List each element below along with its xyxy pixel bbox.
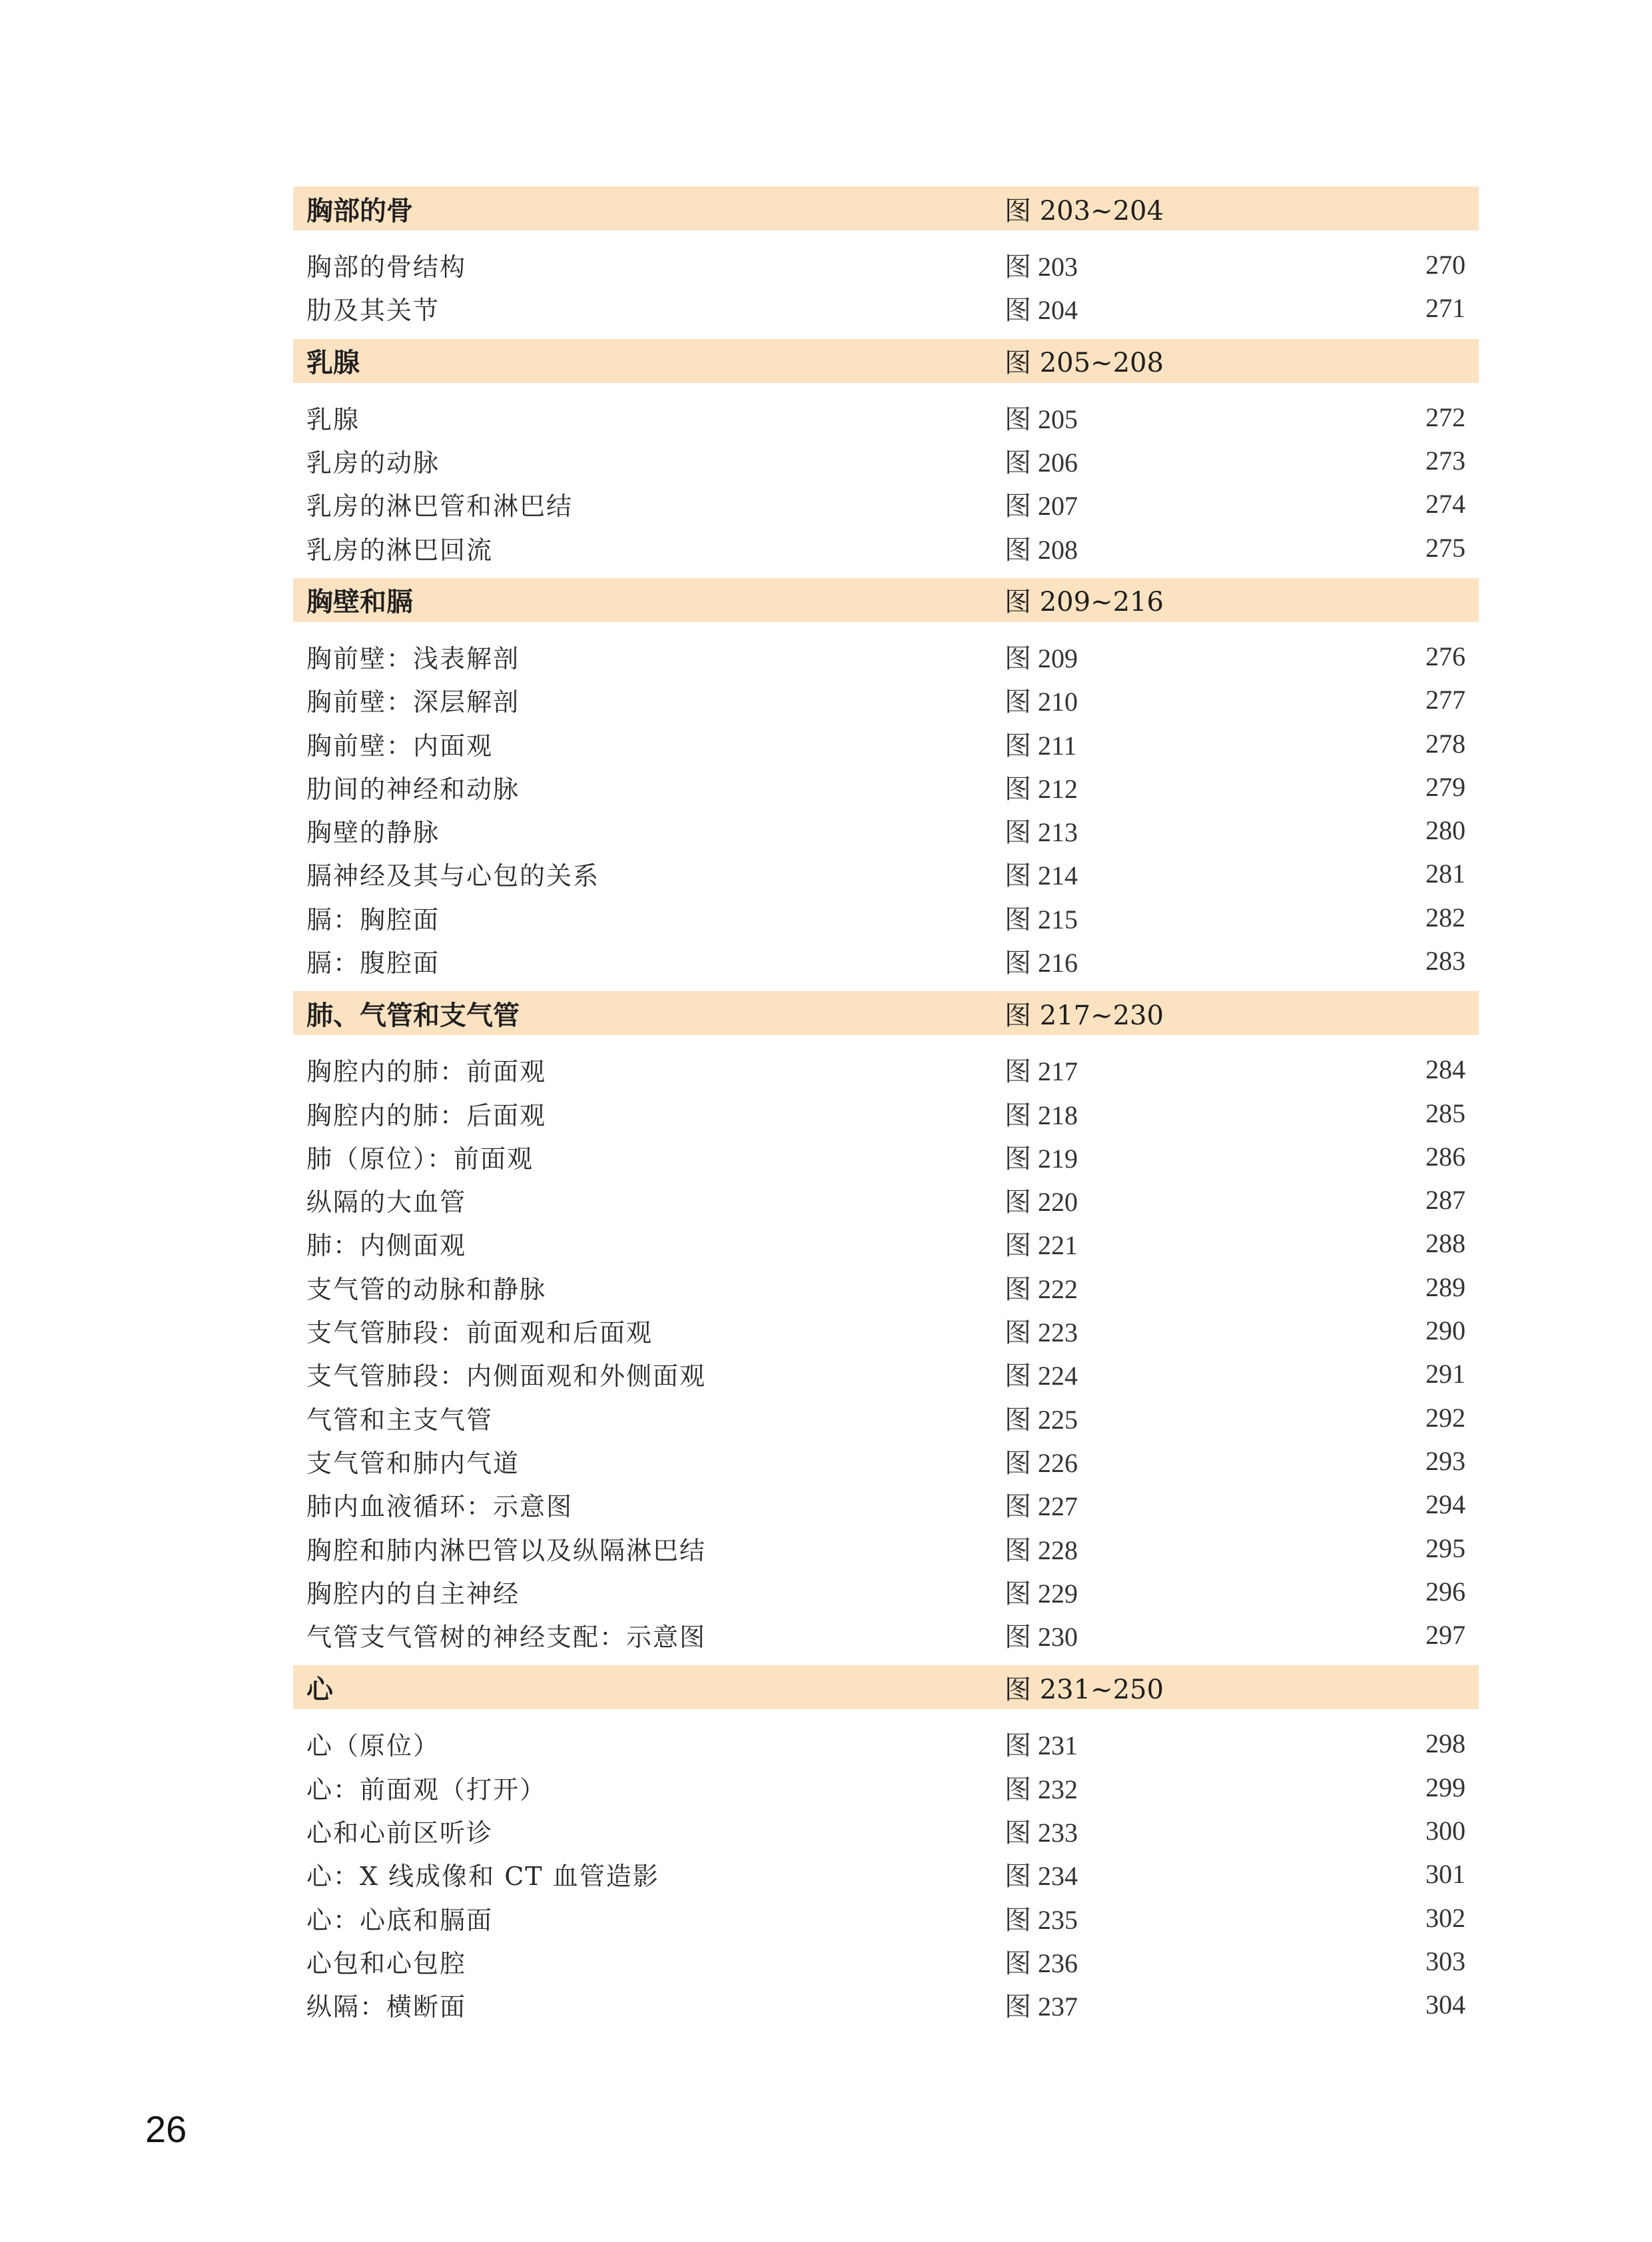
toc-entry[interactable] [293, 439, 1479, 482]
entry-title: 气管支气管树的神经支配：示意图 [306, 1623, 707, 1653]
entry-title: 肋及其关节 [306, 296, 440, 326]
entry-title: 胸腔内的自主神经 [306, 1579, 520, 1609]
entry-figure: 图 206 [1005, 448, 1078, 478]
toc-entry[interactable] [293, 1309, 1479, 1352]
entry-page: 271 [1426, 293, 1465, 324]
entry-list [293, 230, 1479, 339]
entry-title: 胸前壁：内面观 [306, 731, 494, 761]
entry-figure: 图 222 [1005, 1274, 1078, 1304]
entry-title: 胸腔内的肺：前面观 [306, 1057, 547, 1087]
entry-figure: 图 212 [1005, 773, 1078, 804]
entry-figure: 图 228 [1005, 1535, 1078, 1565]
entry-title: 膈神经及其与心包的关系 [306, 861, 600, 891]
entry-title: 肺内血液循环：示意图 [306, 1492, 574, 1522]
section-title: 胸部的骨 [306, 195, 413, 226]
entry-page: 303 [1426, 1946, 1465, 1976]
entry-title: 胸壁的静脉 [306, 818, 440, 848]
entry-page: 292 [1426, 1402, 1465, 1433]
entry-page: 275 [1426, 532, 1465, 563]
entry-page: 301 [1426, 1859, 1465, 1890]
toc-entry[interactable] [293, 1352, 1479, 1395]
entry-title: 膈：腹腔面 [306, 948, 440, 978]
entry-page: 278 [1426, 728, 1465, 759]
toc-entry[interactable] [293, 286, 1479, 330]
toc-entry[interactable] [293, 1222, 1479, 1265]
toc-entry[interactable] [293, 1896, 1479, 1940]
entry-title: 心（原位） [306, 1731, 440, 1761]
section-figure-range: 图 209~216 [1005, 587, 1164, 618]
entry-figure: 图 204 [1005, 295, 1078, 326]
entry-figure: 图 221 [1005, 1230, 1078, 1261]
entry-page: 299 [1426, 1772, 1465, 1802]
entry-title: 支气管和肺内气道 [306, 1448, 520, 1478]
entry-figure: 图 230 [1005, 1622, 1078, 1653]
section-title: 心 [306, 1674, 333, 1705]
entry-list [293, 1709, 1479, 2035]
entry-page: 288 [1426, 1228, 1465, 1259]
toc-entry[interactable] [293, 1439, 1479, 1483]
entry-page: 282 [1426, 902, 1465, 933]
toc-entry[interactable] [293, 1809, 1479, 1852]
entry-list [293, 1035, 1479, 1665]
section-figure-range: 图 217~230 [1005, 1000, 1164, 1031]
entry-title: 乳房的动脉 [306, 448, 440, 478]
toc-entry[interactable] [293, 1178, 1479, 1222]
entry-page: 297 [1426, 1620, 1465, 1651]
entry-title: 胸腔内的肺：后面观 [306, 1100, 547, 1130]
entry-page: 273 [1426, 446, 1465, 476]
entry-title: 膈：胸腔面 [306, 905, 440, 934]
entry-figure: 图 216 [1005, 948, 1078, 978]
toc-entry[interactable] [293, 482, 1479, 526]
entry-title: 胸部的骨结构 [306, 252, 467, 282]
entry-title: 纵隔的大血管 [306, 1188, 467, 1218]
toc-entry[interactable] [293, 1852, 1479, 1896]
entry-title: 肺（原位）：前面观 [306, 1144, 534, 1174]
entry-title: 气管和主支气管 [306, 1405, 494, 1435]
entry-title: 胸腔和肺内淋巴管以及纵隔淋巴结 [306, 1535, 707, 1565]
entry-figure: 图 226 [1005, 1447, 1078, 1478]
toc-entry[interactable] [293, 1266, 1479, 1309]
entry-page: 274 [1426, 489, 1465, 520]
entry-title: 支气管肺段：内侧面观和外侧面观 [306, 1361, 707, 1391]
entry-figure: 图 220 [1005, 1187, 1078, 1218]
toc-entry[interactable] [293, 1722, 1479, 1765]
entry-title: 乳房的淋巴回流 [306, 535, 494, 565]
entry-list [293, 383, 1479, 578]
entry-figure: 图 236 [1005, 1948, 1078, 1978]
entry-title: 心：前面观（打开） [306, 1774, 547, 1804]
entry-figure: 图 227 [1005, 1491, 1078, 1522]
entry-title: 肋间的神经和动脉 [306, 774, 520, 804]
entry-page: 293 [1426, 1445, 1465, 1476]
toc-entry[interactable] [293, 396, 1479, 439]
entry-figure: 图 225 [1005, 1404, 1078, 1435]
toc-entry[interactable] [293, 1135, 1479, 1178]
toc-entry[interactable] [293, 1983, 1479, 2026]
entry-page: 298 [1426, 1728, 1465, 1759]
section-figure-range: 图 203~204 [1005, 195, 1164, 226]
entry-page: 291 [1426, 1359, 1465, 1389]
entry-figure: 图 233 [1005, 1818, 1078, 1848]
toc-entry[interactable] [293, 526, 1479, 569]
entry-page: 302 [1426, 1902, 1465, 1933]
toc-entry[interactable] [293, 1766, 1479, 1809]
entry-page: 270 [1426, 250, 1465, 280]
entry-figure: 图 208 [1005, 534, 1078, 565]
entry-title: 支气管肺段：前面观和后面观 [306, 1318, 653, 1348]
entry-page: 281 [1426, 859, 1465, 889]
toc-section [293, 339, 1479, 578]
toc-entry[interactable] [293, 243, 1479, 286]
entry-figure: 图 210 [1005, 687, 1078, 717]
entry-figure: 图 237 [1005, 1992, 1078, 2022]
toc-entry[interactable] [293, 1483, 1479, 1526]
toc-entry[interactable] [293, 1091, 1479, 1134]
table-of-contents [293, 187, 1479, 2035]
section-header [293, 578, 1479, 622]
toc-entry[interactable] [293, 896, 1479, 939]
toc-entry[interactable] [293, 1940, 1479, 1983]
entry-title: 胸前壁：深层解剖 [306, 687, 520, 717]
section-figure-range: 图 205~208 [1005, 348, 1164, 379]
entry-figure: 图 229 [1005, 1578, 1078, 1609]
section-header [293, 1665, 1479, 1709]
entry-page: 286 [1426, 1141, 1465, 1172]
entry-figure: 图 224 [1005, 1361, 1078, 1391]
entry-figure: 图 231 [1005, 1730, 1078, 1761]
entry-page: 289 [1426, 1272, 1465, 1302]
entry-title: 纵隔：横断面 [306, 1992, 467, 2022]
entry-page: 277 [1426, 685, 1465, 715]
toc-section [293, 991, 1479, 1665]
entry-figure: 图 234 [1005, 1861, 1078, 1892]
entry-page: 272 [1426, 402, 1465, 432]
entry-page: 284 [1426, 1054, 1465, 1085]
toc-entry[interactable] [293, 765, 1479, 809]
entry-figure: 图 219 [1005, 1143, 1078, 1174]
section-title: 肺、气管和支气管 [306, 1000, 520, 1031]
section-title: 乳腺 [306, 348, 360, 379]
toc-entry[interactable] [293, 1613, 1479, 1657]
entry-title: 心和心前区听诊 [306, 1818, 494, 1848]
entry-title: 乳腺 [306, 404, 360, 434]
entry-page: 280 [1426, 815, 1465, 846]
section-header [293, 339, 1479, 383]
entry-page: 295 [1426, 1533, 1465, 1563]
entry-figure: 图 218 [1005, 1100, 1078, 1130]
section-header [293, 991, 1479, 1035]
entry-figure: 图 203 [1005, 252, 1078, 282]
toc-section [293, 578, 1479, 991]
entry-page: 283 [1426, 946, 1465, 976]
entry-page: 276 [1426, 641, 1465, 671]
entry-figure: 图 211 [1005, 730, 1077, 761]
entry-title: 心：心底和膈面 [306, 1905, 494, 1935]
entry-title: 胸前壁：浅表解剖 [306, 643, 520, 673]
entry-figure: 图 209 [1005, 643, 1078, 673]
entry-title: 支气管的动脉和静脉 [306, 1274, 547, 1304]
toc-entry[interactable] [293, 852, 1479, 895]
toc-entry[interactable] [293, 721, 1479, 765]
toc-entry[interactable] [293, 939, 1479, 982]
entry-page: 304 [1426, 1990, 1465, 2020]
entry-title: 肺：内侧面观 [306, 1231, 467, 1261]
entry-figure: 图 232 [1005, 1774, 1078, 1804]
entry-page: 287 [1426, 1185, 1465, 1216]
toc-entry[interactable] [293, 635, 1479, 678]
entry-figure: 图 235 [1005, 1904, 1078, 1935]
toc-entry[interactable] [293, 1396, 1479, 1439]
page-number: 26 [145, 2108, 187, 2150]
entry-figure: 图 207 [1005, 491, 1078, 522]
entry-title: 心包和心包腔 [306, 1948, 467, 1978]
section-header [293, 187, 1479, 230]
entry-title: 乳房的淋巴管和淋巴结 [306, 492, 574, 522]
entry-figure: 图 223 [1005, 1317, 1078, 1348]
entry-page: 279 [1426, 771, 1465, 802]
entry-page: 300 [1426, 1816, 1465, 1846]
toc-entry[interactable] [293, 1526, 1479, 1569]
entry-page: 290 [1426, 1315, 1465, 1346]
entry-figure: 图 213 [1005, 817, 1078, 848]
entry-title: 心：X 线成像和 CT 血管造影 [306, 1862, 659, 1892]
entry-figure: 图 217 [1005, 1056, 1078, 1087]
section-title: 胸壁和膈 [306, 587, 413, 618]
toc-section [293, 187, 1479, 339]
entry-figure: 图 215 [1005, 904, 1078, 934]
section-figure-range: 图 231~250 [1005, 1674, 1164, 1705]
toc-entry[interactable] [293, 1570, 1479, 1613]
entry-figure: 图 205 [1005, 404, 1078, 434]
entry-page: 285 [1426, 1098, 1465, 1128]
entry-figure: 图 214 [1005, 861, 1078, 891]
entry-page: 294 [1426, 1489, 1465, 1520]
toc-entry[interactable] [293, 1048, 1479, 1091]
toc-entry[interactable] [293, 809, 1479, 852]
toc-section [293, 1665, 1479, 2035]
entry-list [293, 622, 1479, 991]
toc-entry[interactable] [293, 678, 1479, 721]
entry-page: 296 [1426, 1576, 1465, 1607]
